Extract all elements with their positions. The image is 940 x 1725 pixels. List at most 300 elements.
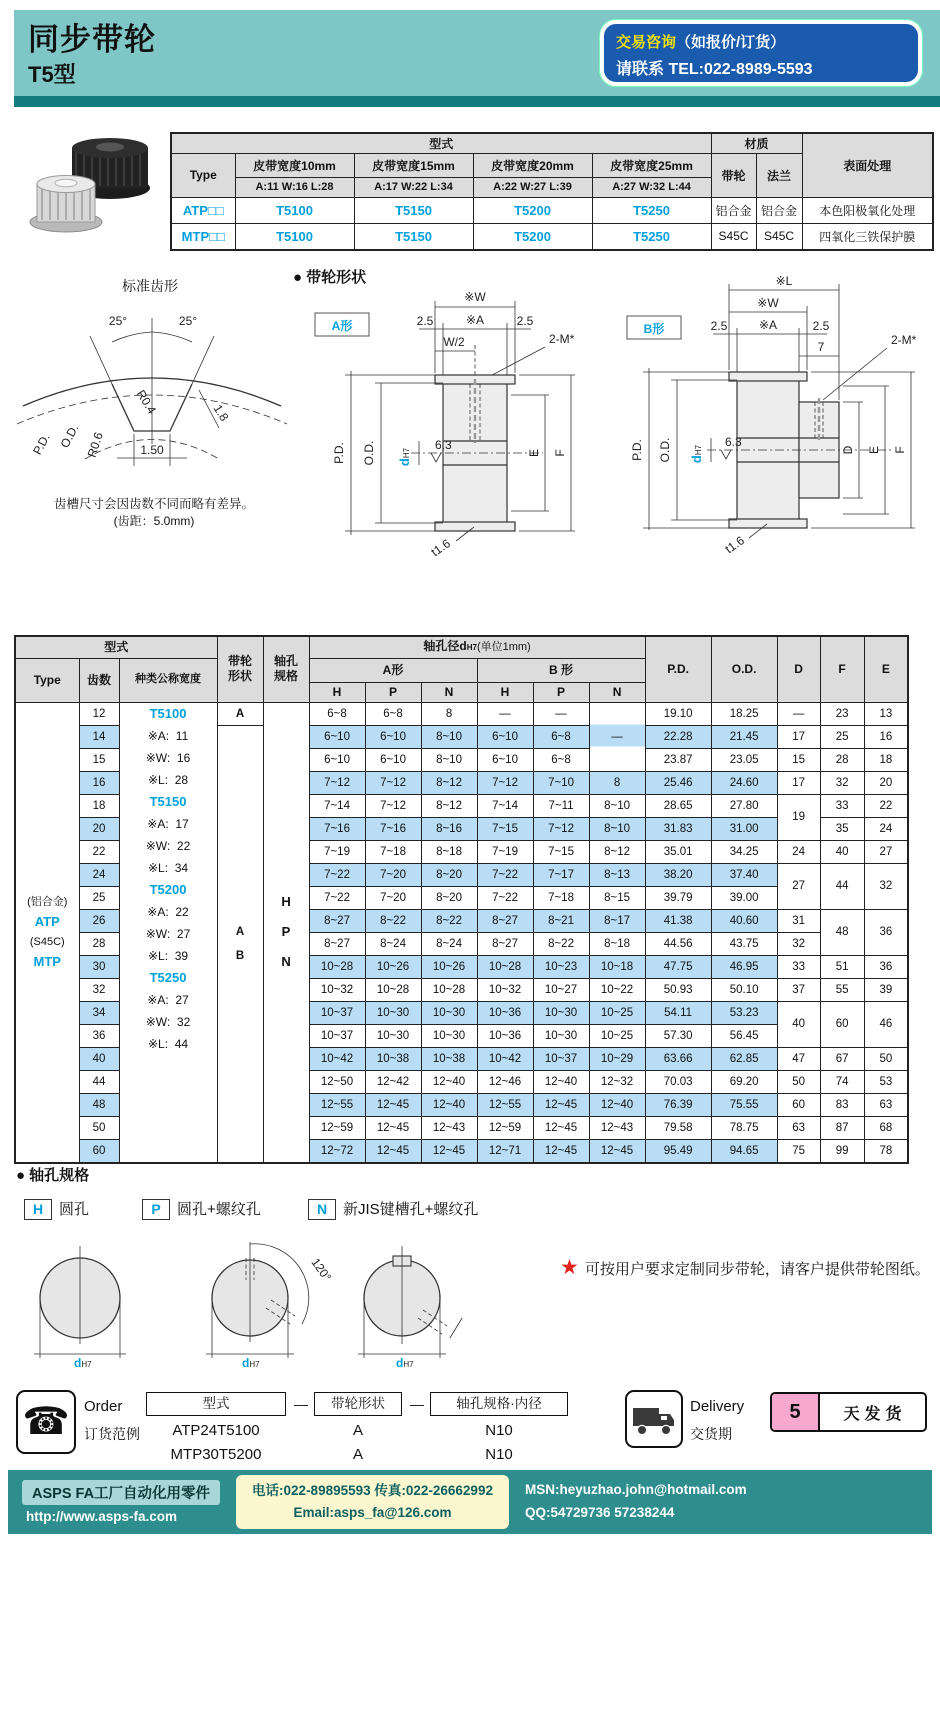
bore-code-n: N — [308, 1199, 336, 1220]
data-cell: 10~28 — [309, 955, 365, 978]
width-line: T5250 — [149, 969, 187, 985]
svg-text:2.5: 2.5 — [812, 319, 830, 333]
data-cell: 38.20 — [645, 863, 711, 886]
data-cell: 40.60 — [711, 909, 777, 932]
data-cell: 10~32 — [309, 978, 365, 1001]
delivery-label-en: Delivery — [690, 1398, 745, 1415]
data-cell: 7~14 — [309, 794, 365, 817]
svg-text:D: D — [841, 445, 855, 455]
page-title: 同步带轮 — [28, 22, 156, 57]
pulley-b-diagram — [597, 272, 937, 568]
data-cell: 8~12 — [589, 840, 645, 863]
data-cell: 25 — [820, 725, 864, 748]
data-cell: 12~42 — [365, 1070, 421, 1093]
belt-width-header: 皮带宽度25mm — [592, 153, 711, 177]
data-cell: 23.05 — [711, 748, 777, 771]
data-cell: 12~40 — [533, 1070, 589, 1093]
width-line: T5100 — [149, 705, 187, 721]
header-f: F — [820, 636, 864, 702]
bore-spec-cell — [263, 702, 309, 1163]
data-cell: 12~45 — [533, 1139, 589, 1163]
data-cell: 22 — [864, 794, 908, 817]
data-cell: 83 — [820, 1093, 864, 1116]
footer-left — [22, 1480, 220, 1524]
data-cell: 19 — [777, 794, 820, 840]
teeth-cell: 12 — [79, 702, 119, 725]
model-cell: T5100 — [235, 197, 354, 223]
data-cell: 7~19 — [477, 840, 533, 863]
data-cell: 32 — [777, 932, 820, 955]
table-row — [171, 223, 933, 250]
header-h: H — [477, 682, 533, 702]
teeth-cell: 48 — [79, 1093, 119, 1116]
data-cell: 10~26 — [365, 955, 421, 978]
star-icon: ★ — [560, 1256, 579, 1279]
data-cell: 50.10 — [711, 978, 777, 1001]
data-cell: 35 — [820, 817, 864, 840]
svg-text:dH7: dH7 — [74, 1356, 92, 1370]
header-bore-spec: 轴孔 规格 — [263, 636, 309, 702]
data-cell: 39.00 — [711, 886, 777, 909]
data-cell: 23.87 — [645, 748, 711, 771]
data-cell: 10~38 — [421, 1047, 477, 1070]
data-cell: 10~30 — [533, 1024, 589, 1047]
data-cell: 12~59 — [477, 1116, 533, 1139]
svg-text:dH7: dH7 — [689, 444, 704, 464]
data-cell: 12~40 — [421, 1070, 477, 1093]
data-cell: 20 — [864, 771, 908, 794]
data-cell: 12~40 — [589, 1093, 645, 1116]
table-row — [15, 702, 908, 725]
data-cell: 8~22 — [421, 909, 477, 932]
width-line: ※L: 28 — [147, 772, 189, 787]
svg-text:7: 7 — [817, 340, 825, 354]
width-line: ※W: 16 — [145, 750, 191, 765]
data-cell: 7~12 — [309, 771, 365, 794]
width-line: ※L: 44 — [147, 1036, 189, 1051]
data-cell: 10~37 — [309, 1001, 365, 1024]
model-cell: T5100 — [235, 223, 354, 250]
data-cell: 8~12 — [421, 771, 477, 794]
order-example-bore: N10 — [485, 1422, 513, 1439]
data-cell: 60 — [820, 1001, 864, 1047]
data-cell: 7~16 — [365, 817, 421, 840]
data-cell: 12~46 — [477, 1070, 533, 1093]
data-cell: 55 — [820, 978, 864, 1001]
data-cell: 78 — [864, 1139, 908, 1163]
data-cell: 50 — [864, 1047, 908, 1070]
svg-text:E: E — [867, 445, 881, 455]
data-cell: 6~10 — [365, 725, 421, 748]
teeth-cell: 24 — [79, 863, 119, 886]
data-cell: 7~10 — [533, 771, 589, 794]
order-example-model: ATP24T5100 — [172, 1422, 260, 1439]
data-cell: 44 — [820, 863, 864, 909]
data-cell: 12~45 — [533, 1116, 589, 1139]
data-cell: 12~43 — [589, 1116, 645, 1139]
width-line: ※W: 22 — [145, 838, 191, 853]
data-cell: 12~32 — [589, 1070, 645, 1093]
data-cell: 12~71 — [477, 1139, 533, 1163]
model-cell: T5250 — [592, 197, 711, 223]
data-cell: 10~42 — [309, 1047, 365, 1070]
data-cell: 27 — [777, 863, 820, 909]
order-dash: — — [294, 1396, 308, 1412]
teeth-cell: 22 — [79, 840, 119, 863]
data-cell: 8~18 — [589, 932, 645, 955]
svg-text:t1.6: t1.6 — [428, 536, 453, 560]
svg-text:O.D.: O.D. — [57, 421, 82, 451]
data-cell: 50.93 — [645, 978, 711, 1001]
data-cell: 47.75 — [645, 955, 711, 978]
svg-text:※L: ※L — [775, 274, 793, 288]
teeth-cell: 44 — [79, 1070, 119, 1093]
type-line: (S45C) — [29, 936, 65, 948]
teeth-cell: 40 — [79, 1047, 119, 1070]
data-cell: 6~10 — [365, 748, 421, 771]
data-cell: 8~27 — [309, 932, 365, 955]
data-cell: 10~30 — [365, 1024, 421, 1047]
header-h: H — [309, 682, 365, 702]
data-cell: 10~18 — [589, 955, 645, 978]
data-cell: 7~14 — [477, 794, 533, 817]
data-cell: 40 — [777, 1001, 820, 1047]
legend-item-p: P 圆孔+螺纹孔 — [142, 1198, 261, 1220]
teeth-cell: 28 — [79, 932, 119, 955]
header-b-form: B 形 — [477, 658, 645, 682]
data-cell: 6~8 — [309, 702, 365, 725]
svg-text:※A: ※A — [465, 313, 485, 327]
bullet-icon: ● — [293, 269, 303, 286]
svg-text:F: F — [893, 446, 907, 454]
data-cell: 36 — [864, 909, 908, 955]
data-cell: 37.40 — [711, 863, 777, 886]
data-cell: 87 — [820, 1116, 864, 1139]
page-subtitle: T5型 — [28, 62, 76, 87]
teeth-cell: 36 — [79, 1024, 119, 1047]
data-cell: — — [477, 702, 533, 725]
svg-text:R0.6: R0.6 — [84, 430, 106, 459]
svg-text:6.3: 6.3 — [435, 438, 452, 452]
teeth-cell: 18 — [79, 794, 119, 817]
delivery-label-cn: 交货期 — [690, 1426, 732, 1442]
data-cell: 8~22 — [533, 932, 589, 955]
data-cell: 7~12 — [477, 771, 533, 794]
data-cell: 12~55 — [309, 1093, 365, 1116]
order-example-shape: A — [352, 1446, 363, 1463]
data-cell: 7~22 — [309, 863, 365, 886]
pulley-a-diagram — [293, 283, 611, 565]
data-cell: 25.46 — [645, 771, 711, 794]
order-dash: — — [410, 1396, 424, 1412]
data-cell: 75 — [777, 1139, 820, 1163]
header-pd: P.D. — [645, 636, 711, 702]
data-cell: 10~25 — [589, 1001, 645, 1024]
data-cell: 10~30 — [365, 1001, 421, 1024]
material-cell: S45C — [711, 223, 756, 250]
header-type: Type — [15, 658, 79, 702]
data-cell: 7~18 — [533, 886, 589, 909]
data-cell: 40 — [820, 840, 864, 863]
data-cell: 12~45 — [421, 1139, 477, 1163]
data-cell: 44.56 — [645, 932, 711, 955]
data-cell: 8~24 — [365, 932, 421, 955]
data-cell: 12~59 — [309, 1116, 365, 1139]
bore-section-title: ● 轴孔规格 — [16, 1167, 90, 1184]
teeth-cell: 20 — [79, 817, 119, 840]
teeth-cell: 60 — [79, 1139, 119, 1163]
data-cell: 6~10 — [477, 748, 533, 771]
header-width: 种类公称宽度 — [119, 658, 217, 702]
tooth-note-2: (齿距：5.0mm) — [113, 514, 195, 528]
data-cell: 8~16 — [421, 817, 477, 840]
data-cell: — — [533, 702, 589, 725]
shape-line: A — [235, 925, 245, 938]
data-cell: 8~10 — [421, 748, 477, 771]
data-cell: 10~29 — [589, 1047, 645, 1070]
data-cell: 28.65 — [645, 794, 711, 817]
data-cell: 7~11 — [533, 794, 589, 817]
bore-n-diagram — [330, 1240, 490, 1370]
spec-header-model: 型式 — [171, 133, 711, 153]
msn-link[interactable]: MSN:heyuzhao.john@hotmail.com — [524, 1482, 747, 1498]
spec-header-flange: 法兰 — [756, 153, 802, 197]
svg-text:25°: 25° — [178, 314, 198, 328]
data-cell: 6~8 — [533, 725, 589, 748]
svg-text:25°: 25° — [108, 314, 128, 328]
bore-p-diagram — [150, 1228, 350, 1370]
model-cell: T5200 — [473, 197, 592, 223]
data-cell: 7~22 — [477, 886, 533, 909]
bore-spec-line: H — [281, 894, 291, 909]
data-cell: 39 — [864, 978, 908, 1001]
data-cell: 8~27 — [477, 909, 533, 932]
data-cell: 10~36 — [477, 1001, 533, 1024]
type-code: ATP□□ — [171, 197, 235, 223]
svg-text:P.D.: P.D. — [30, 431, 53, 458]
email-link[interactable]: Email:asps_fa@126.com — [293, 1505, 452, 1520]
data-cell: 8~20 — [421, 863, 477, 886]
data-cell: 53.23 — [711, 1001, 777, 1024]
data-cell: 76.39 — [645, 1093, 711, 1116]
data-cell: 10~28 — [421, 978, 477, 1001]
bore-spec-line: N — [281, 954, 291, 969]
data-cell: 35.01 — [645, 840, 711, 863]
bore-h-diagram — [16, 1240, 146, 1370]
header-od: O.D. — [711, 636, 777, 702]
data-cell: 10~30 — [533, 1001, 589, 1024]
data-cell: 10~22 — [589, 978, 645, 1001]
data-cell: 31.83 — [645, 817, 711, 840]
order-col-bore: 轴孔规格·内径 — [430, 1392, 568, 1416]
data-cell: — — [589, 702, 645, 771]
svg-text:dH7: dH7 — [242, 1356, 260, 1370]
data-cell: 10~36 — [477, 1024, 533, 1047]
belt-dims: A:27 W:32 L:44 — [592, 177, 711, 197]
header-n: N — [589, 682, 645, 702]
svg-text:O.D.: O.D. — [362, 440, 376, 466]
svg-text:P.D.: P.D. — [630, 439, 644, 461]
data-cell: 12~50 — [309, 1070, 365, 1093]
data-cell: 54.11 — [645, 1001, 711, 1024]
data-cell: 18.25 — [711, 702, 777, 725]
data-cell: 17 — [777, 771, 820, 794]
data-cell: 41.38 — [645, 909, 711, 932]
svg-text:2.5: 2.5 — [516, 314, 534, 328]
svg-text:2.5: 2.5 — [416, 314, 434, 328]
footer-contact — [236, 1475, 509, 1528]
website-link[interactable]: http://www.asps-fa.com — [26, 1509, 178, 1524]
data-cell: 31.00 — [711, 817, 777, 840]
width-cell — [119, 702, 217, 1163]
data-cell: 15 — [777, 748, 820, 771]
data-cell: 12~45 — [589, 1139, 645, 1163]
contact-box — [600, 20, 922, 86]
main-table — [14, 635, 909, 1164]
data-cell: 18 — [864, 748, 908, 771]
data-cell: 10~23 — [533, 955, 589, 978]
data-cell: 7~18 — [365, 840, 421, 863]
data-cell: 95.49 — [645, 1139, 711, 1163]
data-cell: 7~12 — [365, 794, 421, 817]
belt-width-header: 皮带宽度15mm — [354, 153, 473, 177]
width-line: ※A: 17 — [147, 816, 189, 831]
data-cell: 62.85 — [711, 1047, 777, 1070]
teeth-cell: 32 — [79, 978, 119, 1001]
data-cell: 10~42 — [477, 1047, 533, 1070]
spec-header-material: 材质 — [711, 133, 802, 153]
header-a-form: A形 — [309, 658, 477, 682]
data-cell: 8~12 — [421, 794, 477, 817]
spec-header-type: Type — [171, 153, 235, 197]
data-cell: 50 — [777, 1070, 820, 1093]
svg-text:E: E — [527, 448, 541, 458]
tooth-profile-title: 标准齿形 — [122, 278, 178, 294]
teeth-cell: 26 — [79, 909, 119, 932]
data-cell: 8~27 — [477, 932, 533, 955]
data-cell: 10~26 — [421, 955, 477, 978]
spec-table — [170, 132, 934, 251]
data-cell: 24.60 — [711, 771, 777, 794]
svg-text:B形: B形 — [643, 322, 665, 336]
delivery-chip — [770, 1392, 927, 1432]
width-line: ※L: 34 — [147, 860, 189, 875]
data-cell: 7~12 — [365, 771, 421, 794]
data-cell: 7~16 — [309, 817, 365, 840]
model-cell: T5150 — [354, 197, 473, 223]
teeth-cell: 15 — [79, 748, 119, 771]
data-cell: 75.55 — [711, 1093, 777, 1116]
data-cell: 8~18 — [421, 840, 477, 863]
header-teeth: 齿数 — [79, 658, 119, 702]
width-line: ※W: 27 — [145, 926, 191, 941]
order-col-shape: 带轮形状 — [314, 1392, 402, 1416]
data-cell: 10~27 — [533, 978, 589, 1001]
data-cell: 16 — [864, 725, 908, 748]
data-cell: 70.03 — [645, 1070, 711, 1093]
width-line: T5150 — [149, 793, 187, 809]
width-line: ※A: 22 — [147, 904, 189, 919]
tooth-note-1: 齿槽尺寸会因齿数不同而略有差异。 — [53, 497, 254, 511]
data-cell: 31 — [777, 909, 820, 932]
delivery-days: 5 — [772, 1394, 820, 1430]
data-cell: 43.75 — [711, 932, 777, 955]
teeth-cell: 50 — [79, 1116, 119, 1139]
qq-link[interactable]: QQ:54729736 57238244 — [524, 1505, 675, 1520]
spec-header-pulley: 带轮 — [711, 153, 756, 197]
data-cell: 7~17 — [533, 863, 589, 886]
data-cell: 8 — [589, 771, 645, 794]
data-cell: 67 — [820, 1047, 864, 1070]
order-example-bore: N10 — [485, 1446, 513, 1463]
data-cell: 13 — [864, 702, 908, 725]
data-cell: 6~10 — [477, 725, 533, 748]
data-cell: 32 — [864, 863, 908, 909]
surface-cell: 本色阳极氧化处理 — [802, 197, 933, 223]
material-cell: 铝合金 — [756, 197, 802, 223]
data-cell: 19.10 — [645, 702, 711, 725]
width-line: ※A: 27 — [147, 992, 189, 1007]
material-cell: 铝合金 — [711, 197, 756, 223]
teeth-cell: 25 — [79, 886, 119, 909]
shape-cell: A — [217, 702, 263, 725]
data-cell: 69.20 — [711, 1070, 777, 1093]
header-bore-dia: 轴孔径dH7(单位1mm) — [309, 636, 645, 658]
data-cell: 21.45 — [711, 725, 777, 748]
type-cell — [15, 702, 79, 1163]
svg-text:P.D.: P.D. — [332, 442, 346, 464]
custom-note: ★ 可按用户要求定制同步带轮，请客户提供带轮图纸。 — [560, 1256, 930, 1279]
data-cell: 10~28 — [365, 978, 421, 1001]
model-cell: T5200 — [473, 223, 592, 250]
data-cell: 94.65 — [711, 1139, 777, 1163]
data-cell: 10~30 — [421, 1001, 477, 1024]
company-name: ASPS FA工厂自动化用零件 — [22, 1480, 220, 1505]
type-line: (铝合金) — [27, 896, 68, 908]
footer-bar — [8, 1470, 932, 1534]
delivery-suffix: 天发货 — [843, 1405, 907, 1423]
data-cell: 63 — [864, 1093, 908, 1116]
data-cell: 10~37 — [309, 1024, 365, 1047]
data-cell: 7~19 — [309, 840, 365, 863]
data-cell: 57.30 — [645, 1024, 711, 1047]
data-cell: 33 — [777, 955, 820, 978]
data-cell: 10~38 — [365, 1047, 421, 1070]
data-cell: 17 — [777, 725, 820, 748]
data-cell: 24 — [777, 840, 820, 863]
data-cell: 7~15 — [477, 817, 533, 840]
data-cell: 47 — [777, 1047, 820, 1070]
svg-text:6.3: 6.3 — [725, 435, 742, 449]
data-cell: 39.79 — [645, 886, 711, 909]
data-cell: 8~21 — [533, 909, 589, 932]
data-cell: 51 — [820, 955, 864, 978]
data-cell: 12~40 — [421, 1093, 477, 1116]
header-p: P — [365, 682, 421, 702]
contact-line1 — [616, 31, 906, 52]
width-line: ※A: 11 — [147, 728, 189, 743]
data-cell: 12~45 — [365, 1116, 421, 1139]
data-cell: 63 — [777, 1116, 820, 1139]
material-cell: S45C — [756, 223, 802, 250]
order-label-en: Order — [84, 1398, 123, 1415]
width-line: ※W: 32 — [145, 1014, 191, 1029]
data-cell: 7~12 — [533, 817, 589, 840]
svg-text:※W: ※W — [757, 296, 779, 310]
svg-text:1.50: 1.50 — [140, 443, 164, 457]
svg-text:2-M*: 2-M* — [891, 333, 917, 347]
svg-text:2.5: 2.5 — [710, 319, 728, 333]
